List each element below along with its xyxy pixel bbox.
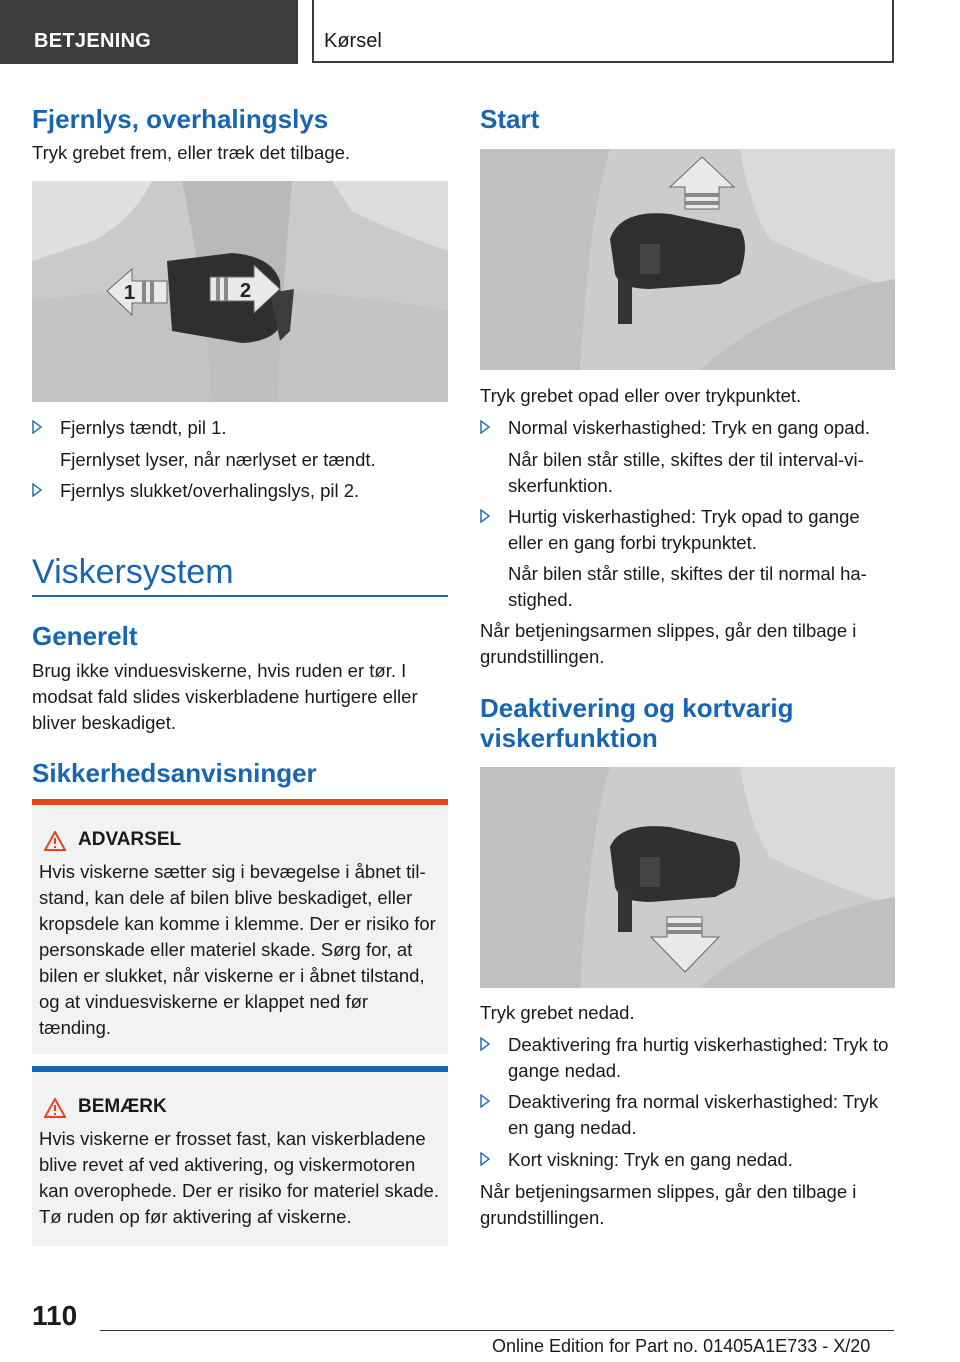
list-item: Kort viskning: Tryk en gang nedad. [480, 1147, 895, 1173]
bullet-triangle-icon [32, 420, 42, 434]
notice-title: BEMÆRK [78, 1096, 167, 1117]
bullet-triangle-icon [480, 1094, 490, 1108]
notice-box [32, 1066, 448, 1246]
warning-triangle-icon [44, 831, 66, 851]
bullet-triangle-icon [480, 1037, 490, 1051]
highbeam-title: Fjernlys, overhalingslys [32, 104, 329, 134]
notice-text: Hvis viskerne er frosset fast, kan viskerbladene blive revet af ved aktivering, og viskermotoren kan overophede. Der er risiko for materiel skade. Tø ruden op før aktivering af viskerne. [39, 1128, 439, 1227]
bullet-triangle-icon [480, 1152, 490, 1166]
page-number: 110 [32, 1300, 78, 1331]
footer-rule [100, 1330, 894, 1331]
section-label: BETJENING [34, 30, 152, 52]
list-item: Hurtig viskerhastighed: Tryk opad to gange eller en gang forbi trykpunktet. [480, 504, 895, 556]
section-rule [32, 595, 448, 597]
warning-box [32, 799, 448, 1054]
start-after: Når betjeningsarmen slippes, går den tilbage i grundstillingen. [480, 620, 857, 667]
wiper-up-image [480, 149, 895, 370]
list-item-sub: Fjernlyset lyser, når nærlyset er tændt. [60, 449, 376, 470]
arrow-label-1: 1 [124, 282, 136, 304]
warning-text: Hvis viskerne sætter sig i bevægelse i åbnet tilstand, kan dele af bilen blive beskadiget, eller kropsdele kan komme i klemme. Der er risiko for personskade eller materiel skade. Sørg for, at bilen er slukket, når viskerne er i åbnet tilstand, og at vinduesviskerne er klappet ned før tænding. [39, 861, 436, 1038]
general-text: Brug ikke vinduesviskerne, hvis ruden er tør. I modsat fald slides viskerbladene hurtigere eller bliver beskadiget. [32, 660, 418, 733]
safety-title: Sikkerhedsanvisninger [32, 758, 317, 788]
wiper-down-image [480, 767, 895, 988]
chapter-tab [312, 0, 894, 63]
bullet-triangle-icon [480, 420, 490, 434]
notice-bar [32, 1066, 448, 1072]
edition-note: Online Edition for Part no. 01405A1E733 - X/20 [492, 1336, 871, 1356]
wiper-section-title: Viskersystem [32, 553, 234, 591]
list-item: Deaktivering fra normal viskerhastighed: Tryk en gang nedad. [480, 1089, 895, 1141]
chapter-label: Kørsel [324, 30, 382, 52]
list-item: Fjernlys tændt, pil 1. [32, 415, 448, 441]
warning-bar [32, 799, 448, 805]
list-item: Fjernlys slukket/overhalingslys, pil 2. [32, 478, 448, 504]
general-title: Generelt [32, 621, 138, 651]
highbeam-stalk-image [32, 181, 448, 402]
warning-title: ADVARSEL [78, 829, 182, 850]
list-item-sub: Når bilen står stille, skiftes der til interval-viskerfunktion. [508, 449, 864, 496]
deactivation-title: Deaktivering og kortvarig viskerfunktion [480, 693, 794, 753]
start-title: Start [480, 104, 540, 134]
deactivation-after: Når betjeningsarmen slippes, går den tilbage i grundstillingen. [480, 1181, 857, 1228]
list-item-sub: Når bilen står stille, skiftes der til normal hastighed. [508, 563, 867, 610]
notice-triangle-icon [44, 1098, 66, 1118]
list-item: Normal viskerhastighed: Tryk en gang opad. [480, 415, 895, 441]
start-intro: Tryk grebet opad eller over trykpunktet. [480, 385, 802, 406]
bullet-triangle-icon [32, 483, 42, 497]
arrow-label-2: 2 [240, 280, 252, 302]
list-item: Deaktivering fra hurtig viskerhastighed: Tryk to gange nedad. [480, 1032, 895, 1084]
section-tab [0, 0, 298, 64]
deactivation-intro: Tryk grebet nedad. [480, 1002, 635, 1023]
highbeam-intro: Tryk grebet frem, eller træk det tilbage. [32, 142, 351, 163]
bullet-triangle-icon [480, 509, 490, 523]
